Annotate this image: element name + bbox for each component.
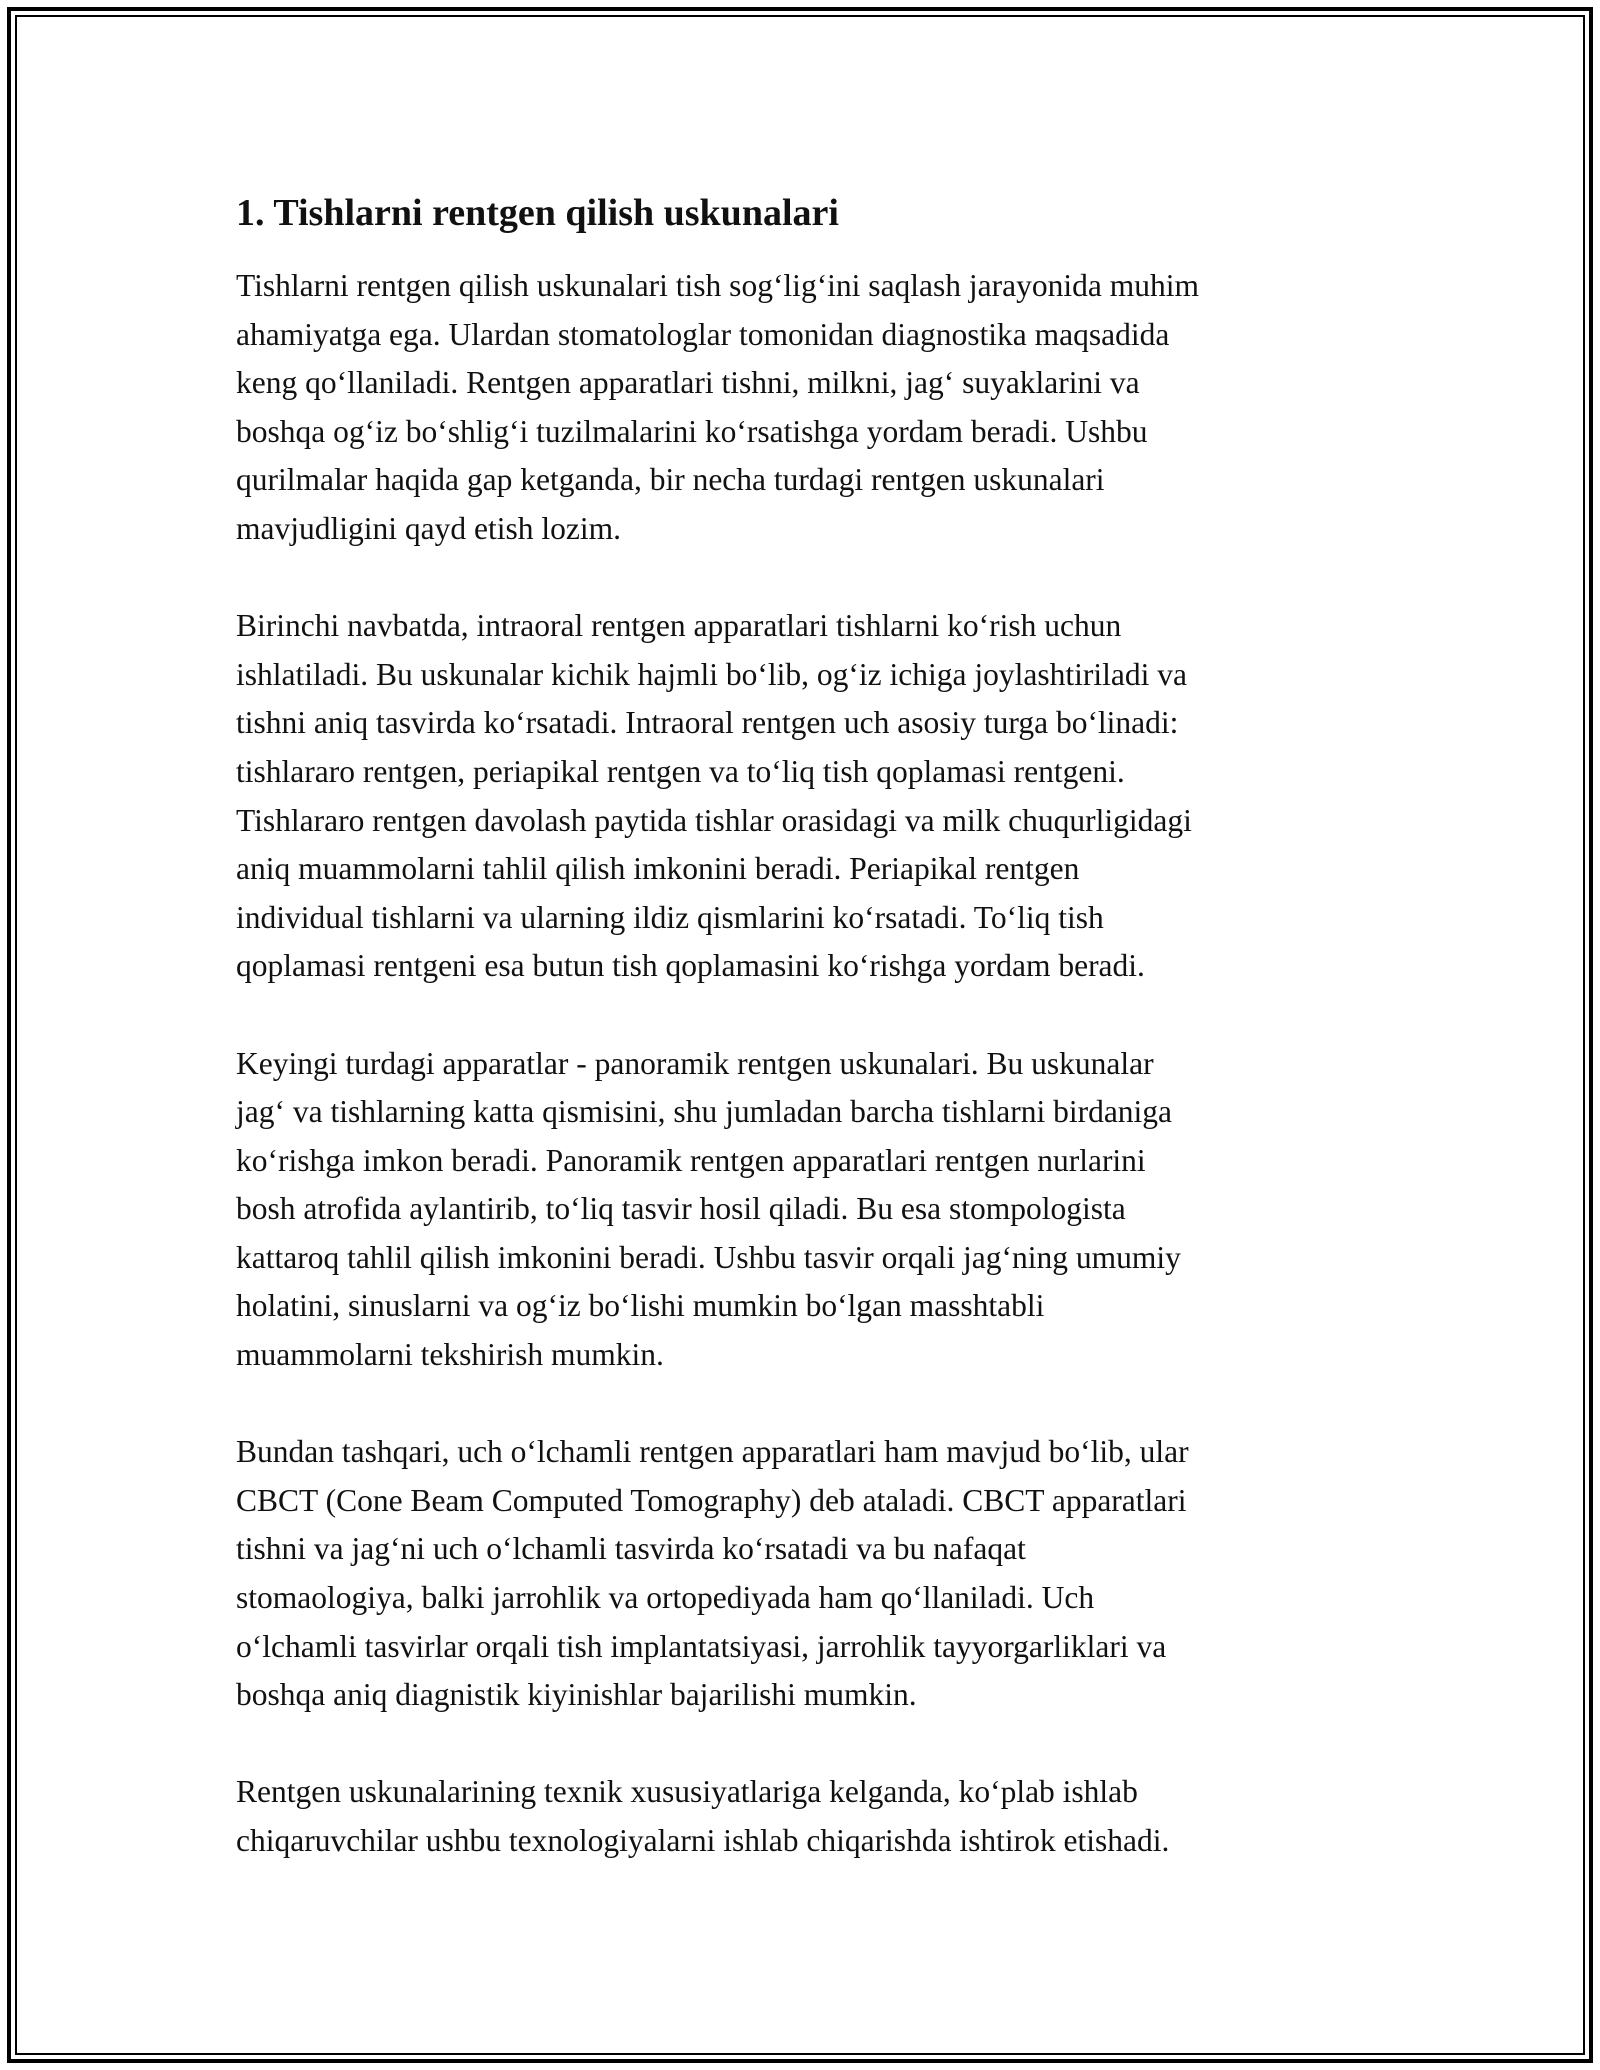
text-line: tishlararo rentgen, periapikal rentgen va to‘liq tish qoplamasi rentgeni.	[236, 753, 1125, 789]
paragraph	[236, 1040, 1386, 1380]
text-line: Bundan tashqari, uch o‘lchamli rentgen apparatlari ham mavjud bo‘lib, ular	[236, 1434, 1189, 1470]
text-line: bosh atrofida aylantirib, to‘liq tasvir hosil qiladi. Bu esa stompologista	[236, 1191, 1126, 1227]
text-line: CBCT (Cone Beam Computed Tomography) deb ataladi. CBCT apparatlari	[236, 1482, 1187, 1518]
paragraph	[236, 1768, 1386, 1865]
text-line: aniq muammolarni tahlil qilish imkonini beradi. Periapikal rentgen	[236, 851, 1080, 887]
text-line: ahamiyatga ega. Ulardan stomatologlar tomonidan diagnostika maqsadida	[236, 316, 1170, 352]
text-line: qoplamasi rentgeni esa butun tish qoplamasini ko‘rishga yordam beradi.	[236, 948, 1145, 984]
text-line: muammolarni tekshirish mumkin.	[236, 1337, 664, 1373]
document-body	[236, 186, 1386, 1866]
text-line: boshqa aniq diagnistik kiyinishlar bajarilishi mumkin.	[236, 1677, 917, 1713]
section-heading: 1. Tishlarni rentgen qilish uskunalari	[236, 192, 839, 234]
text-line: tishni aniq tasvirda ko‘rsatadi. Intraoral rentgen uch asosiy turga bo‘linadi:	[236, 705, 1179, 741]
text-line: ko‘rishga imkon beradi. Panoramik rentgen apparatlari rentgen nurlarini	[236, 1142, 1146, 1178]
text-line: individual tishlarni va ularning ildiz qismlarini ko‘rsatadi. To‘liq tish	[236, 899, 1104, 935]
text-line: Rentgen uskunalarining texnik xususiyatlariga kelganda, ko‘plab ishlab	[236, 1774, 1138, 1810]
text-line: keng qo‘llaniladi. Rentgen apparatlari tishni, milkni, jag‘ suyaklarini va	[236, 365, 1140, 401]
text-line: chiqaruvchilar ushbu texnologiyalarni ishlab chiqarishda ishtirok etishadi.	[236, 1823, 1170, 1858]
text-line: boshqa og‘iz bo‘shlig‘i tuzilmalarini ko‘rsatishga yordam beradi. Ushbu	[236, 413, 1148, 449]
text-line: kattaroq tahlil qilish imkonini beradi. Ushbu tasvir orqali jag‘ning umumiy	[236, 1239, 1181, 1275]
paragraph	[236, 262, 1386, 554]
paragraph	[236, 1428, 1386, 1720]
text-line: o‘lchamli tasvirlar orqali tish implantatsiyasi, jarrohlik tayyorgarliklari va	[236, 1628, 1167, 1664]
text-line: Keyingi turdagi apparatlar - panoramik rentgen uskunalari. Bu uskunalar	[236, 1045, 1154, 1081]
text-line: Tishlarni rentgen qilish uskunalari tish sog‘lig‘ini saqlash jarayonida muhim	[236, 268, 1199, 303]
text-line: stomaologiya, balki jarrohlik va ortopediyada ham qo‘llaniladi. Uch	[236, 1580, 1095, 1616]
text-line: ishlatiladi. Bu uskunalar kichik hajmli bo‘lib, og‘iz ichiga joylashtiriladi va	[236, 656, 1187, 692]
text-line: holatini, sinuslarni va og‘iz bo‘lishi mumkin bo‘lgan masshtabli	[236, 1288, 1045, 1324]
text-line: Tishlararo rentgen davolash paytida tishlar orasidagi va milk chuqurligidagi	[236, 802, 1192, 838]
text-line: Birinchi navbatda, intraoral rentgen apparatlari tishlarni ko‘rish uchun	[236, 608, 1122, 644]
text-line: jag‘ va tishlarning katta qismisini, shu jumladan barcha tishlarni birdaniga	[236, 1094, 1173, 1130]
text-line: tishni va jag‘ni uch o‘lchamli tasvirda ko‘rsatadi va bu nafaqat	[236, 1531, 1026, 1567]
paragraph	[236, 602, 1386, 991]
text-line: qurilmalar haqida gap ketganda, bir necha turdagi rentgen uskunalari	[236, 462, 1105, 498]
text-line: mavjudligini qayd etish lozim.	[236, 510, 621, 546]
